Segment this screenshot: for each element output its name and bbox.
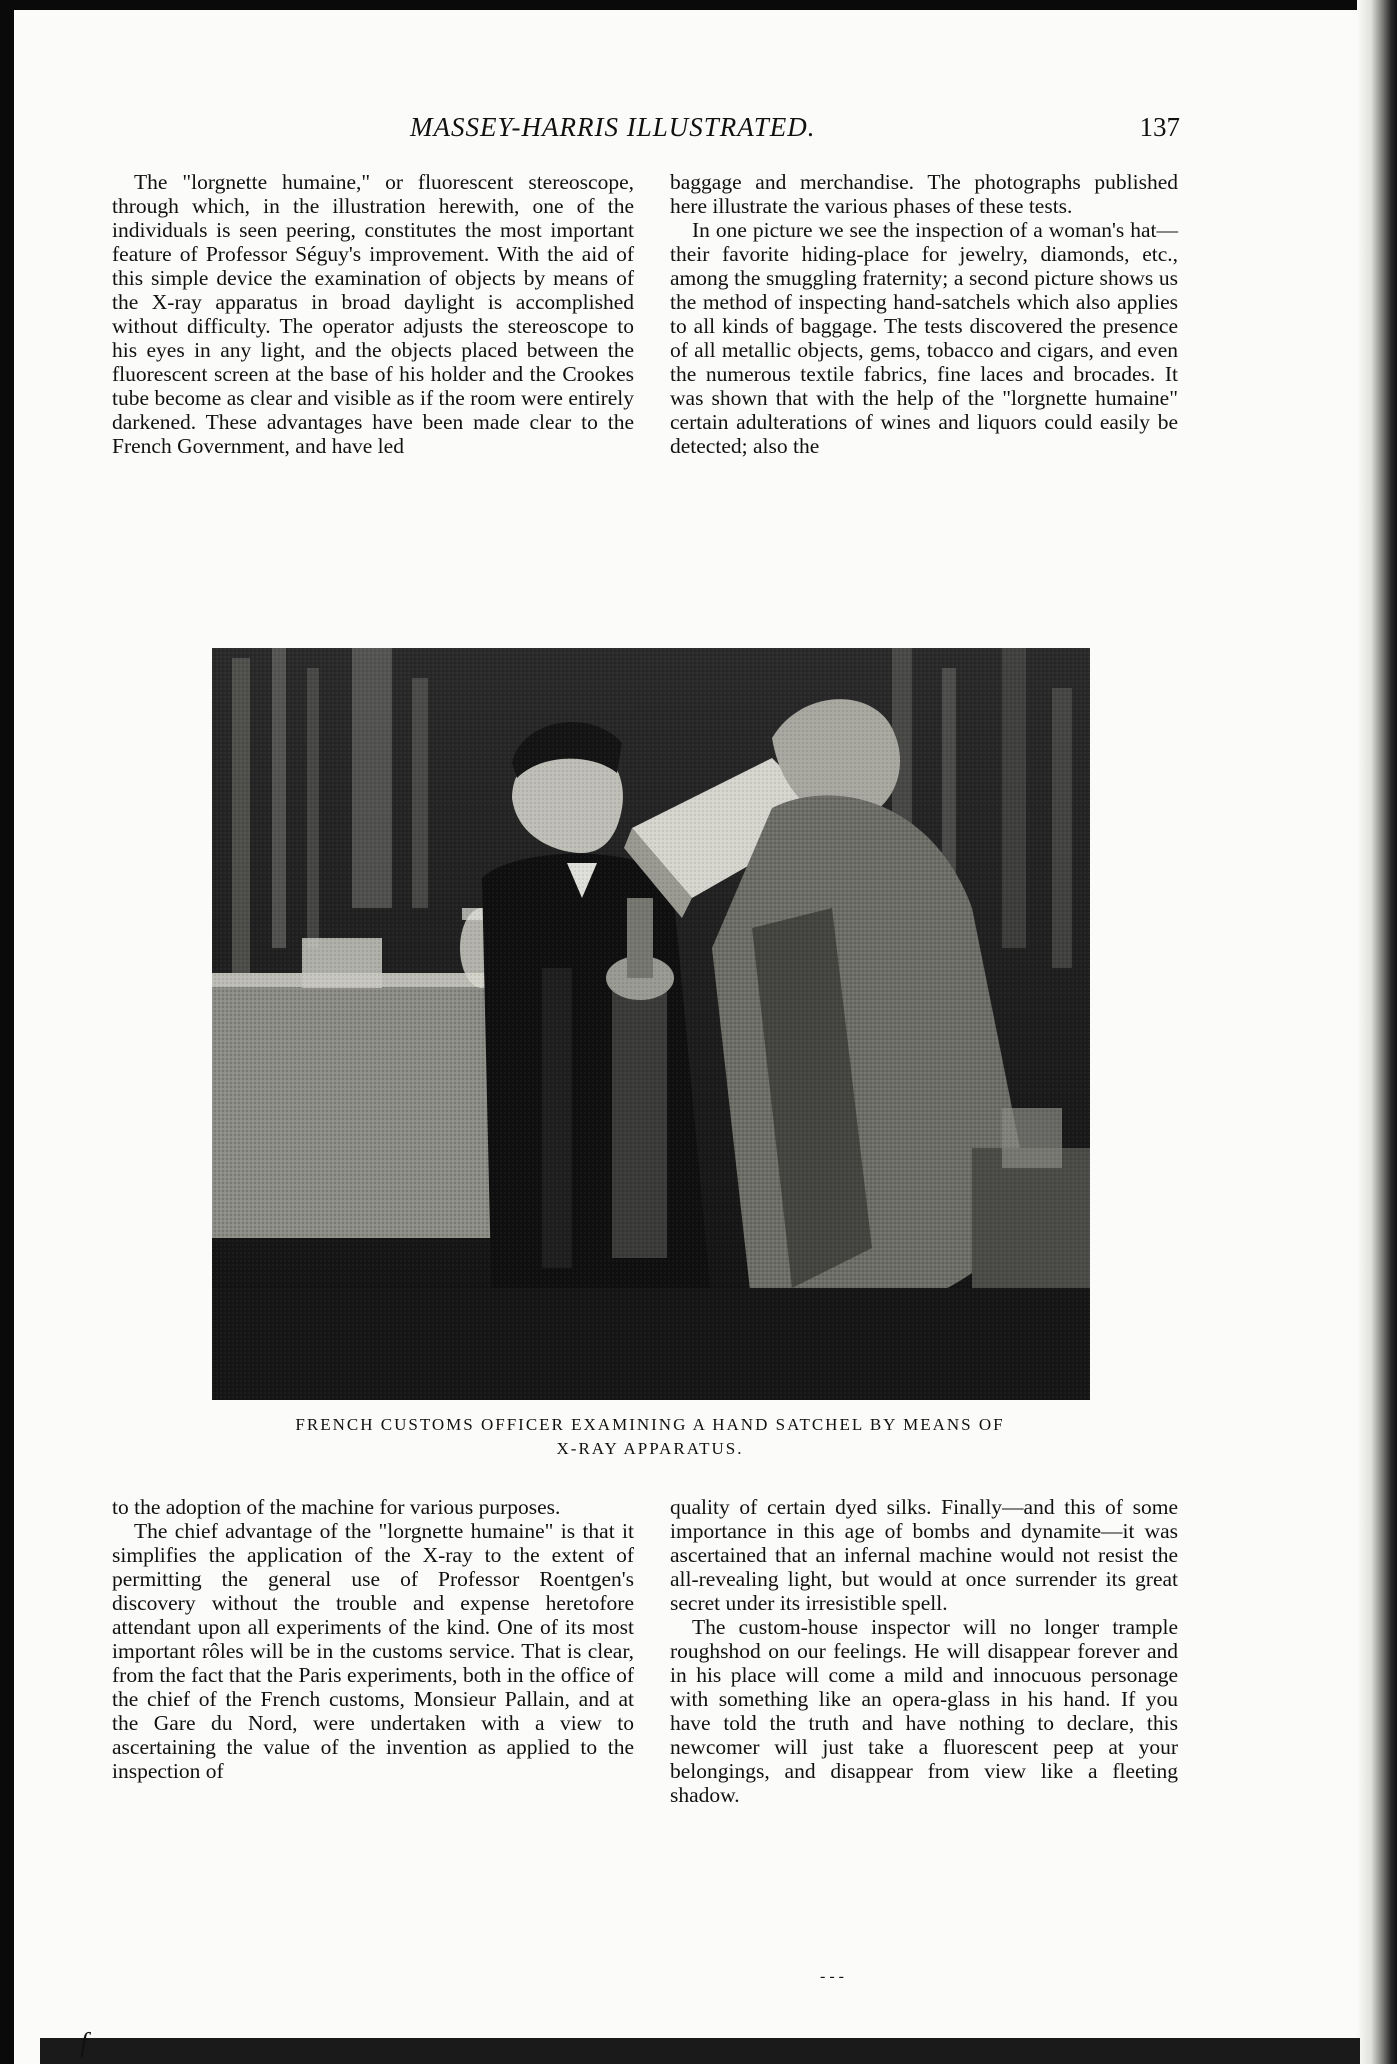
- scan-left-border: [0, 0, 14, 2064]
- paragraph: The custom-house inspector will no longer trample roughshod on our feelings. He will disappear forever and in his place will come a mild and innocuous personage with something like an opera-glass in his hand. If you have told the truth and have nothing to declare, this newcomer will just take a fluorescent peep at your belongings, and disappear from view like a fleeting shadow.: [670, 1615, 1178, 1807]
- caption-line: FRENCH CUSTOMS OFFICER EXAMINING A HAND SATCHEL BY MEANS OF: [295, 1415, 1005, 1434]
- scan-right-border: [1357, 0, 1397, 2064]
- column-top-right: [670, 170, 1178, 610]
- halftone-photograph: [212, 648, 1090, 1400]
- page-number: 137: [1139, 112, 1180, 142]
- running-title: MASSEY-HARRIS ILLUSTRATED.: [410, 112, 816, 142]
- photograph-illustration: [212, 648, 1090, 1400]
- scan-bottom-border: [40, 2038, 1360, 2064]
- paragraph: quality of certain dyed silks. Finally—and this of some importance in this age of bombs and dynamite—it was ascertained that an infernal machine would not resist the all-revealing light, but would at once surrender its great secret under its irresistible spell.: [670, 1495, 1178, 1615]
- paragraph: The "lorgnette humaine," or fluorescent stereoscope, through which, in the illustration herewith, one of the individuals is seen peering, constitutes the most important feature of Professor Séguy's improvement. With the aid of this simple device the examination of objects by means of the X-ray apparatus in broad daylight is accomplished without difficulty. The operator adjusts the stereoscope to his eyes in any light, and the objects placed between the fluorescent screen at the base of his holder and the Crookes tube become as clear and visible as if the room were entirely darkened. These advantages have been made clear to the French Government, and have led: [112, 170, 634, 458]
- column-bottom-right: [670, 1495, 1178, 1945]
- corner-mark: f: [80, 2028, 88, 2059]
- paragraph: to the adoption of the machine for various purposes.: [112, 1495, 561, 1519]
- column-bottom-left: [112, 1495, 634, 1945]
- paragraph: baggage and merchandise. The photographs published here illustrate the various phases of these tests.: [670, 170, 1178, 218]
- column-top-left: [112, 170, 634, 610]
- paragraph: The chief advantage of the "lorgnette humaine" is that it simplifies the application of the X-ray to the extent of permitting the general use of Professor Roentgen's discovery without the trouble and expense heretofore attendant upon all experiments of the kind. One of its most important rôles will be in the customs service. That is clear, from the fact that the Paris experiments, both in the office of the chief of the French customs, Monsieur Pallain, and at the Gare du Nord, were undertaken with a view to ascertaining the value of the invention as applied to the inspection of: [112, 1519, 634, 1783]
- paragraph: In one picture we see the inspection of a woman's hat—their favorite hiding-place for jewelry, diamonds, etc., among the smuggling fraternity; a second picture shows us the method of inspecting hand-satchels which also applies to all kinds of baggage. The tests discovered the presence of all metallic objects, gems, tobacco and cigars, and even the numerous textile fabrics, fine laces and brocades. It was shown that with the help of the "lorgnette humaine" certain adulterations of wines and liquors could easily be detected; also the: [670, 218, 1178, 458]
- page-header: [110, 112, 1180, 152]
- footer-ornament: ---: [820, 1968, 848, 1985]
- figure-caption: [150, 1413, 1150, 1461]
- caption-line: X-RAY APPARATUS.: [556, 1439, 744, 1458]
- scan-top-border: [0, 0, 1397, 10]
